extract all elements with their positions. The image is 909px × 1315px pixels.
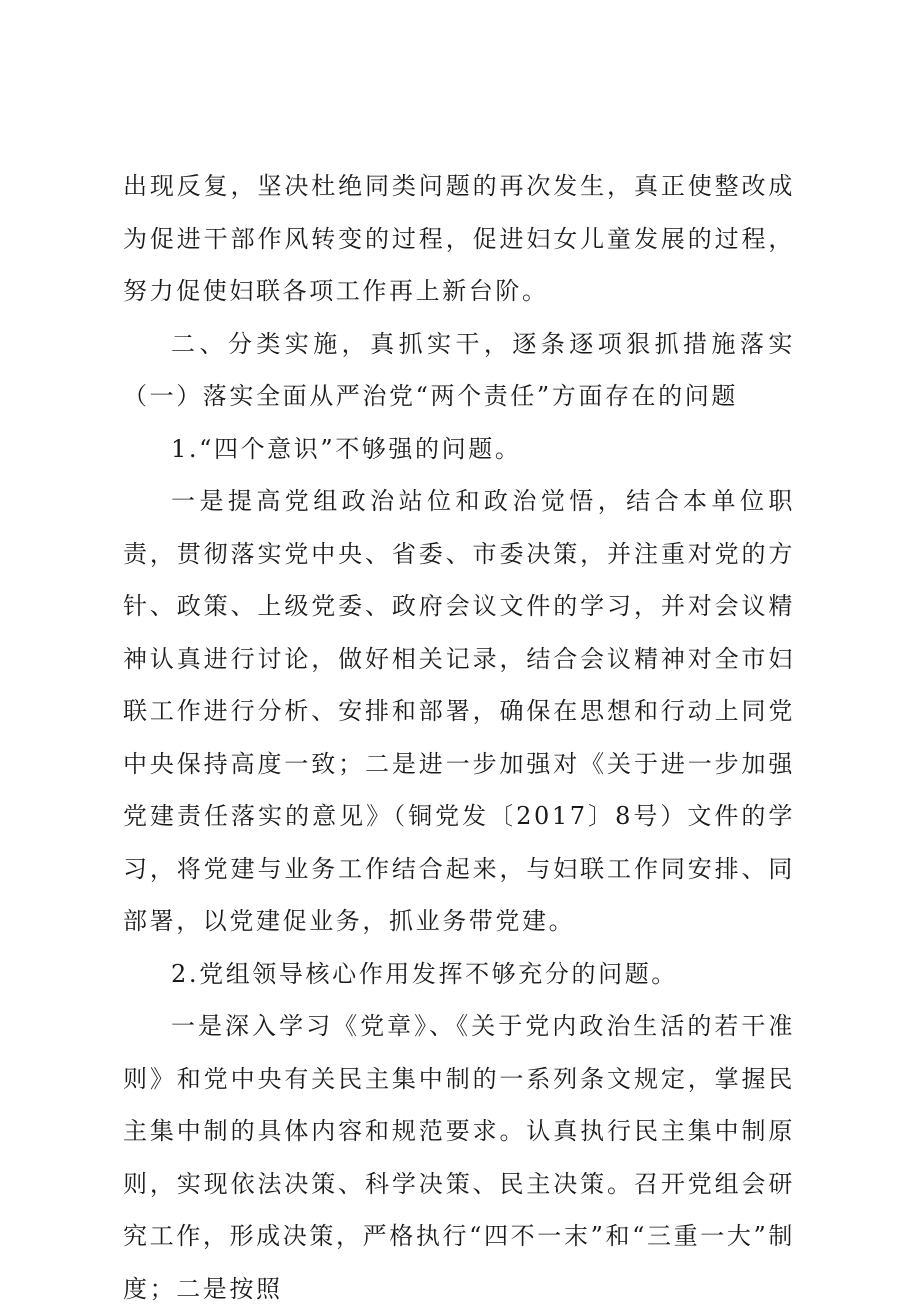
section-heading: 二、分类实施，真抓实干，逐条逐项狠抓措施落实（一）落实全面从严治党“两个责任”方面存在的问题 [123,329,795,410]
paragraph-body-2: 一是深入学习《党章》、《关于党内政治生活的若干准则》和党中央有关民主集中制的一系列条文规定，掌握民主集中制的具体内容和规范要求。认真执行民主集中制原则，实现依法决策、科学决策、民主决策。召开党组会研究工作，形成决策，严格执行“四不一末”和“三重一大”制度；二是按照 [123,1012,795,1303]
document-body [123,160,795,1315]
subsection-heading-1: 1.“四个意识”不够强的问题。 [171,434,522,463]
paragraph-continuation: 出现反复，坚决杜绝同类问题的再次发生，真正使整改成为促进干部作风转变的过程，促进妇女儿童发展的过程，努力促使妇联各项工作再上新台阶。 [123,172,795,305]
subsection-heading-2: 2.党组领导核心作用发挥不够充分的问题。 [171,959,678,988]
paragraph-body-1: 一是提高党组政治站位和政治觉悟，结合本单位职责，贯彻落实党中央、省委、市委决策，并注重对党的方针、政策、上级党委、政府会议文件的学习，并对会议精神认真进行讨论，做好相关记录，结合会议精神对全市妇联工作进行分析、安排和部署，确保在思想和行动上同党中央保持高度一致；二是进一步加强对《关于进一步加强党建责任落实的意见》（铜党发〔2017〕8号）文件的学习，将党建与业务工作结合起来，与妇联工作同安排、同部署，以党建促业务，抓业务带党建。 [123,487,795,935]
